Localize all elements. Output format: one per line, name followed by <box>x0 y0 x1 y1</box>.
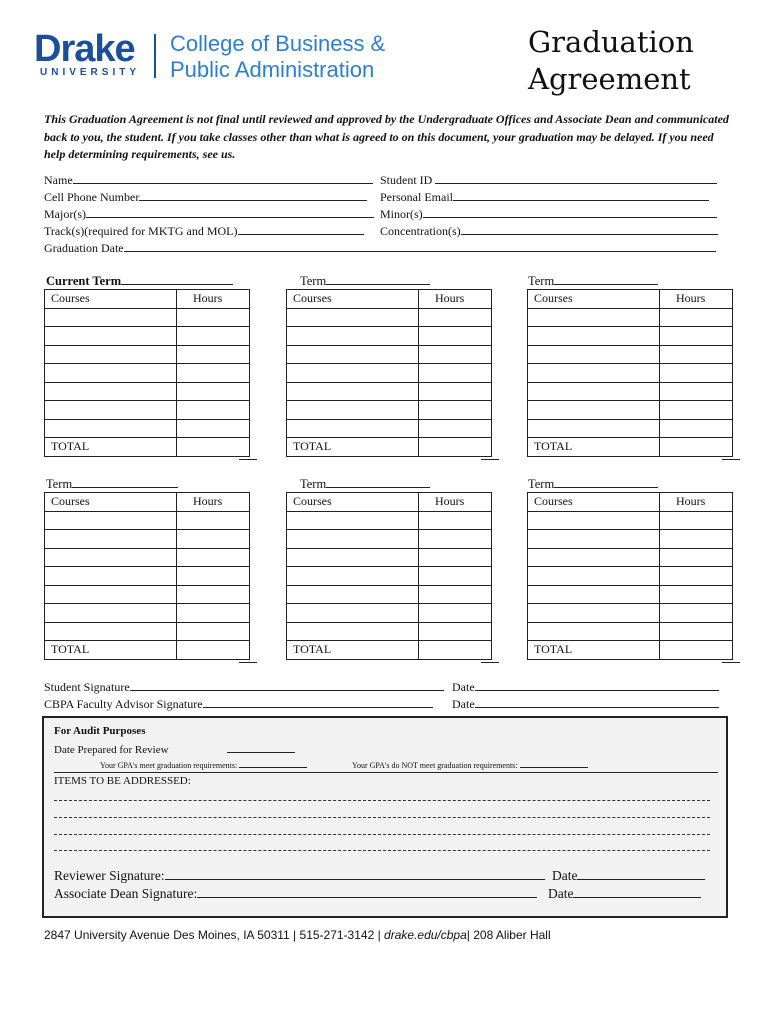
items-line[interactable] <box>54 834 710 836</box>
student-signature-label: Student Signature <box>44 680 130 694</box>
course-cell[interactable] <box>528 530 660 549</box>
hours-header: Hours <box>419 493 492 512</box>
hours-cell[interactable] <box>419 345 492 364</box>
track-label: Track(s)(required for MKTG and MOL) <box>44 224 238 238</box>
table-row <box>45 585 250 604</box>
hours-cell[interactable] <box>177 401 250 420</box>
hours-cell[interactable] <box>660 511 733 530</box>
total-hours-cell[interactable] <box>177 641 250 660</box>
associate-dean-signature-field[interactable] <box>54 885 537 902</box>
total-row <box>528 438 733 457</box>
graduation-date-label: Graduation Date <box>44 241 124 255</box>
table-row <box>287 401 492 420</box>
courses-header: Courses <box>287 493 419 512</box>
associate-dean-signature-label: Associate Dean Signature: <box>54 886 198 901</box>
table-header-row <box>287 290 492 309</box>
student-signature-date-field[interactable] <box>452 679 719 695</box>
date-label: Date <box>452 697 475 711</box>
table-row <box>287 567 492 586</box>
cell-phone-label: Cell Phone Number <box>44 190 140 204</box>
table-row <box>528 511 733 530</box>
hours-cell[interactable] <box>660 308 733 327</box>
table-row <box>287 327 492 346</box>
items-line[interactable] <box>54 817 710 819</box>
footer-office: 208 Aliber Hall <box>473 928 551 942</box>
course-cell[interactable] <box>45 585 177 604</box>
course-cell[interactable] <box>287 327 419 346</box>
hours-cell[interactable] <box>660 327 733 346</box>
gpa-not-meet-label: Your GPA's do NOT meet graduation requirements: <box>352 761 518 770</box>
track-field[interactable] <box>44 223 364 240</box>
course-cell[interactable] <box>287 382 419 401</box>
total-row <box>45 438 250 457</box>
table-header-row <box>45 493 250 512</box>
audit-section <box>42 716 728 918</box>
hours-cell[interactable] <box>660 401 733 420</box>
items-line[interactable] <box>54 850 710 852</box>
course-cell[interactable] <box>287 567 419 586</box>
course-cell[interactable] <box>528 548 660 567</box>
items-heading: ITEMS TO BE ADDRESSED: <box>54 775 191 787</box>
table-row <box>45 327 250 346</box>
course-cell[interactable] <box>528 585 660 604</box>
table-row <box>287 345 492 364</box>
courses-header: Courses <box>45 290 177 309</box>
student-id-label: Student ID <box>380 173 433 187</box>
hours-header: Hours <box>177 290 250 309</box>
table-row <box>45 419 250 438</box>
course-cell[interactable] <box>287 308 419 327</box>
hours-cell[interactable] <box>177 364 250 383</box>
table-row <box>287 382 492 401</box>
table-row <box>45 622 250 641</box>
total-underline <box>722 662 740 663</box>
term-course-table <box>286 289 492 457</box>
courses-header: Courses <box>287 290 419 309</box>
hours-cell[interactable] <box>660 567 733 586</box>
associate-dean-date-field[interactable] <box>548 885 701 902</box>
gpa-not-meet-field[interactable] <box>352 760 588 770</box>
title-line1: Graduation <box>528 25 694 59</box>
footer-address: 2847 University Avenue Des Moines, IA 50311 <box>44 928 290 942</box>
document-title <box>528 24 694 98</box>
course-cell[interactable] <box>287 364 419 383</box>
course-cell[interactable] <box>45 419 177 438</box>
gpa-meet-label: Your GPA's meet graduation requirements: <box>100 761 238 770</box>
hours-cell[interactable] <box>419 567 492 586</box>
term-course-table <box>527 492 733 660</box>
course-cell[interactable] <box>287 511 419 530</box>
personal-email-label: Personal Email <box>380 190 453 204</box>
date-label: Date <box>548 886 574 901</box>
student-signature-field[interactable] <box>44 679 444 695</box>
hours-cell[interactable] <box>177 308 250 327</box>
personal-email-field[interactable] <box>380 189 709 206</box>
table-row <box>45 511 250 530</box>
concentrations-label: Concentration(s) <box>380 224 461 238</box>
footer-phone: 515-271-3142 <box>299 928 375 942</box>
term-label: Term <box>528 476 658 492</box>
hours-cell[interactable] <box>419 604 492 623</box>
term-course-table <box>44 289 250 457</box>
hours-cell[interactable] <box>419 585 492 604</box>
hours-cell[interactable] <box>177 567 250 586</box>
table-row <box>45 364 250 383</box>
drake-logo: Drake <box>34 28 135 70</box>
course-cell[interactable] <box>287 585 419 604</box>
hours-cell[interactable] <box>177 345 250 364</box>
table-row <box>287 419 492 438</box>
total-row <box>45 641 250 660</box>
table-row <box>287 530 492 549</box>
hours-cell[interactable] <box>419 548 492 567</box>
course-cell[interactable] <box>45 345 177 364</box>
total-row <box>287 641 492 660</box>
total-underline <box>722 459 740 460</box>
hours-cell[interactable] <box>419 511 492 530</box>
course-cell[interactable] <box>528 364 660 383</box>
hours-header: Hours <box>660 493 733 512</box>
total-hours-cell[interactable] <box>419 438 492 457</box>
hours-cell[interactable] <box>419 530 492 549</box>
table-row <box>528 401 733 420</box>
table-row <box>45 530 250 549</box>
college-name-line1: College of Business & <box>170 31 386 56</box>
hours-cell[interactable] <box>419 327 492 346</box>
date-label: Date <box>452 680 475 694</box>
advisor-signature-field[interactable] <box>44 696 433 712</box>
course-cell[interactable] <box>45 530 177 549</box>
course-cell[interactable] <box>528 382 660 401</box>
course-cell[interactable] <box>287 419 419 438</box>
course-cell[interactable] <box>528 308 660 327</box>
total-label: TOTAL <box>287 641 419 660</box>
hours-cell[interactable] <box>660 622 733 641</box>
hours-cell[interactable] <box>177 382 250 401</box>
footer: 2847 University Avenue Des Moines, IA 50311 | 515-271-3142 | drake.edu/cbpa| 208 Aliber Hall <box>44 928 551 942</box>
hours-cell[interactable] <box>419 401 492 420</box>
course-cell[interactable] <box>528 419 660 438</box>
table-row <box>528 345 733 364</box>
intro-paragraph: This Graduation Agreement is not final until reviewed and approved by the Undergraduate Offices and Associate Dean and communicated back to you, the student. If you take classes other than what is agreed to on this document, your graduation may be delayed. If you need help determining requirements, see us. <box>44 112 729 161</box>
table-row <box>45 401 250 420</box>
table-row <box>528 364 733 383</box>
course-cell[interactable] <box>528 511 660 530</box>
name-label: Name <box>44 173 73 187</box>
college-name <box>170 31 385 83</box>
hours-cell[interactable] <box>419 622 492 641</box>
hours-cell[interactable] <box>660 382 733 401</box>
hours-cell[interactable] <box>419 419 492 438</box>
term-course-table <box>286 492 492 660</box>
course-cell[interactable] <box>45 382 177 401</box>
hours-cell[interactable] <box>660 364 733 383</box>
cell-phone-field[interactable] <box>44 189 367 206</box>
reviewer-date-field[interactable] <box>552 867 705 884</box>
course-cell[interactable] <box>287 604 419 623</box>
total-underline <box>239 459 257 460</box>
table-row <box>287 548 492 567</box>
current-term-label: Current Term <box>46 273 233 289</box>
course-cell[interactable] <box>528 622 660 641</box>
total-hours-cell[interactable] <box>660 641 733 660</box>
name-field[interactable] <box>44 172 373 189</box>
table-row <box>45 548 250 567</box>
course-cell[interactable] <box>287 548 419 567</box>
table-header-row <box>45 290 250 309</box>
hours-cell[interactable] <box>419 308 492 327</box>
total-label: TOTAL <box>45 438 177 457</box>
table-row <box>528 327 733 346</box>
table-row <box>528 604 733 623</box>
advisor-signature-date-field[interactable] <box>452 696 719 712</box>
hours-cell[interactable] <box>177 327 250 346</box>
hours-cell[interactable] <box>419 382 492 401</box>
hours-cell[interactable] <box>177 419 250 438</box>
hours-cell[interactable] <box>660 419 733 438</box>
hours-cell[interactable] <box>660 345 733 364</box>
hours-cell[interactable] <box>660 604 733 623</box>
table-row <box>287 511 492 530</box>
course-cell[interactable] <box>45 364 177 383</box>
table-row <box>45 308 250 327</box>
table-row <box>528 530 733 549</box>
course-cell[interactable] <box>287 401 419 420</box>
courses-header: Courses <box>45 493 177 512</box>
term-label: Term <box>300 273 430 289</box>
hours-header: Hours <box>419 290 492 309</box>
course-cell[interactable] <box>287 622 419 641</box>
reviewer-signature-field[interactable] <box>54 867 545 884</box>
term-course-table <box>44 492 250 660</box>
table-row <box>528 622 733 641</box>
date-prepared-label: Date Prepared for Review <box>54 744 169 756</box>
reviewer-signature-label: Reviewer Signature: <box>54 868 165 883</box>
total-hours-cell[interactable] <box>177 438 250 457</box>
course-cell[interactable] <box>45 604 177 623</box>
student-id-field[interactable] <box>380 172 717 189</box>
table-header-row <box>528 290 733 309</box>
logo-divider <box>154 34 156 78</box>
hours-cell[interactable] <box>660 548 733 567</box>
audit-heading: For Audit Purposes <box>54 725 146 737</box>
table-row <box>45 382 250 401</box>
courses-header: Courses <box>528 493 660 512</box>
hours-cell[interactable] <box>177 548 250 567</box>
table-row <box>528 585 733 604</box>
course-cell[interactable] <box>45 308 177 327</box>
course-cell[interactable] <box>45 401 177 420</box>
drake-logo-subtext: UNIVERSITY <box>40 67 141 78</box>
hours-header: Hours <box>660 290 733 309</box>
title-line2: Agreement <box>528 62 691 96</box>
course-cell[interactable] <box>528 604 660 623</box>
courses-header: Courses <box>528 290 660 309</box>
term-label: Term <box>528 273 658 289</box>
course-cell[interactable] <box>45 327 177 346</box>
total-label: TOTAL <box>45 641 177 660</box>
table-row <box>45 345 250 364</box>
course-cell[interactable] <box>45 511 177 530</box>
gpa-meet-field[interactable] <box>100 760 307 770</box>
total-hours-cell[interactable] <box>660 438 733 457</box>
majors-label: Major(s) <box>44 207 86 221</box>
total-hours-cell[interactable] <box>419 641 492 660</box>
hours-cell[interactable] <box>419 364 492 383</box>
hours-cell[interactable] <box>177 604 250 623</box>
hours-header: Hours <box>177 493 250 512</box>
table-row <box>287 585 492 604</box>
table-row <box>45 604 250 623</box>
total-label: TOTAL <box>528 438 660 457</box>
total-underline <box>239 662 257 663</box>
course-cell[interactable] <box>45 567 177 586</box>
table-row <box>528 567 733 586</box>
audit-divider <box>54 772 718 773</box>
table-row <box>287 604 492 623</box>
date-prepared-field[interactable] <box>54 741 295 756</box>
table-row <box>528 419 733 438</box>
hours-cell[interactable] <box>177 511 250 530</box>
graduation-date-field[interactable] <box>44 240 716 257</box>
table-row <box>528 382 733 401</box>
hours-cell[interactable] <box>177 585 250 604</box>
date-label: Date <box>552 868 578 883</box>
hours-cell[interactable] <box>177 622 250 641</box>
hours-cell[interactable] <box>177 530 250 549</box>
hours-cell[interactable] <box>660 530 733 549</box>
table-row <box>528 308 733 327</box>
table-row <box>287 308 492 327</box>
table-row <box>287 364 492 383</box>
total-row <box>528 641 733 660</box>
table-header-row <box>528 493 733 512</box>
hours-cell[interactable] <box>660 585 733 604</box>
college-name-line2: Public Administration <box>170 57 375 82</box>
minors-label: Minor(s) <box>380 207 423 221</box>
table-row <box>45 567 250 586</box>
minors-field[interactable] <box>380 206 717 223</box>
total-underline <box>481 662 499 663</box>
term-label: Term <box>46 476 178 492</box>
course-cell[interactable] <box>287 345 419 364</box>
course-cell[interactable] <box>528 567 660 586</box>
items-line[interactable] <box>54 800 710 802</box>
course-cell[interactable] <box>287 530 419 549</box>
course-cell[interactable] <box>528 327 660 346</box>
footer-web[interactable]: drake.edu/cbpa <box>384 928 467 942</box>
course-cell[interactable] <box>45 622 177 641</box>
total-underline <box>481 459 499 460</box>
total-row <box>287 438 492 457</box>
total-label: TOTAL <box>528 641 660 660</box>
course-cell[interactable] <box>528 345 660 364</box>
term-label: Term <box>300 476 430 492</box>
table-header-row <box>287 493 492 512</box>
course-cell[interactable] <box>528 401 660 420</box>
term-course-table <box>527 289 733 457</box>
total-label: TOTAL <box>287 438 419 457</box>
concentrations-field[interactable] <box>380 223 718 240</box>
table-row <box>528 548 733 567</box>
table-row <box>287 622 492 641</box>
majors-field[interactable] <box>44 206 374 223</box>
advisor-signature-label: CBPA Faculty Advisor Signature <box>44 697 203 711</box>
course-cell[interactable] <box>45 548 177 567</box>
